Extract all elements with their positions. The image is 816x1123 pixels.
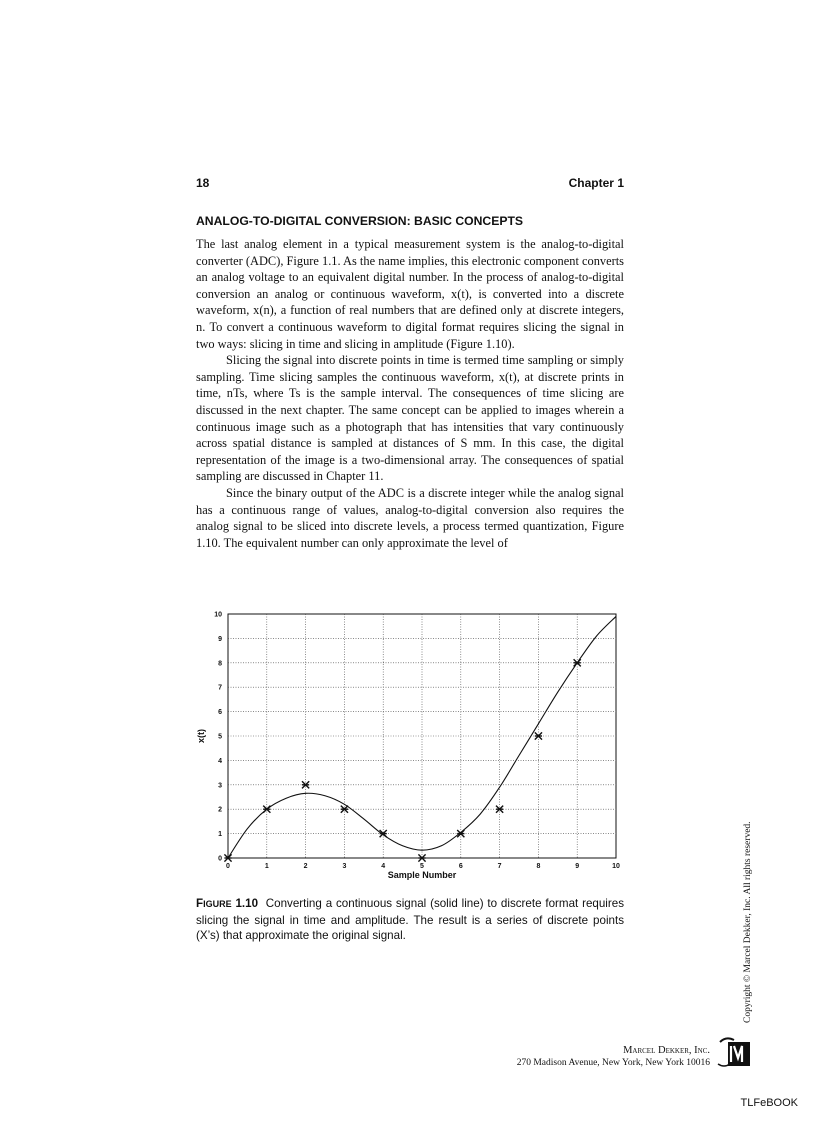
y-tick-label: 3 <box>218 782 222 790</box>
y-tick-label: 4 <box>218 757 222 765</box>
caption-text: Converting a continuous signal (solid line) to discrete format requires slicing the signal in time and amplitude. The result is a series of discrete points (X’s) that approximate the original signal. <box>196 897 624 943</box>
x-tick-label: 3 <box>342 863 347 870</box>
body-text <box>196 236 624 551</box>
x-tick-label: 9 <box>575 863 580 870</box>
y-tick-label: 9 <box>218 635 222 643</box>
x-tick-label: 5 <box>420 863 424 870</box>
x-tick-label: 7 <box>497 863 502 870</box>
copyright-notice: Copyright © Marcel Dekker, Inc. All rights reserved. <box>743 821 753 1023</box>
page-number: 18 <box>196 176 210 190</box>
y-tick-label: 7 <box>218 684 222 692</box>
x-axis-label: Sample Number <box>387 870 457 880</box>
y-tick-label: 5 <box>218 733 222 741</box>
x-tick-label: 4 <box>381 863 386 870</box>
y-tick-label: 8 <box>218 660 222 668</box>
section-title: ANALOG-TO-DIGITAL CONVERSION: BASIC CONCEPTS <box>196 214 524 228</box>
y-tick-label: 0 <box>218 855 222 863</box>
sampling-chart <box>192 606 632 884</box>
sample-point-marker <box>574 659 581 666</box>
x-tick-label: 6 <box>458 863 463 870</box>
publisher-address: 270 Madison Avenue, New York, New York 10016 <box>516 1058 710 1068</box>
paragraph-1: The last analog element in a typical measurement system is the analog-to-digital converter (ADC), Figure 1.1. As the name implies, this electronic component converts an analog voltage to an equivalent digital number. In the process of analog-to-digital conversion an analog or continuous waveform, x(t), is converted into a discrete waveform, x(n), a function of real numbers that are defined only at discrete integers, n. To convert a continuous waveform to digital format requires slicing the signal in two ways: slicing in time and slicing in amplitude (Figure 1.10). <box>196 237 624 351</box>
chapter-label: Chapter 1 <box>568 176 624 190</box>
figure-1-10 <box>192 606 632 884</box>
publisher-logo-icon <box>716 1034 756 1070</box>
y-tick-label: 10 <box>214 611 222 619</box>
publisher-name: Marcel Dekker, Inc. <box>623 1045 710 1056</box>
sample-point-marker <box>535 732 542 739</box>
running-header <box>196 176 624 192</box>
sample-point-marker <box>380 830 387 837</box>
y-tick-label: 2 <box>218 806 222 814</box>
y-tick-label: 1 <box>218 831 222 839</box>
x-tick-label: 0 <box>226 863 230 870</box>
watermark-text: TLFeBOOK <box>740 1097 798 1109</box>
y-tick-label: 6 <box>218 709 222 717</box>
paragraph-3: Since the binary output of the ADC is a discrete integer while the analog signal has a continuous range of values, analog-to-digital conversion also requires the analog signal to be sliced into discrete levels, a process termed quantization, Figure 1.10. The equivalent number can only approximate the level of <box>196 485 624 550</box>
caption-label: FIGURE 1.10 <box>196 897 259 910</box>
x-tick-label: 8 <box>536 863 541 870</box>
sample-point-marker <box>457 830 464 837</box>
y-axis-label: x(t) <box>196 729 206 743</box>
publisher-block <box>470 1045 710 1069</box>
paragraph-2: Slicing the signal into discrete points in time is termed time sampling or simply sampling. Time slicing samples the continuous waveform, x(t), at discrete prints in time, nTs, where Ts is the sample interval. The consequences of time slicing are discussed in the next chapter. The same concept can be applied to images wherein a continuous image such as a photograph that has intensities that vary continuously across spatial distance is sampled at distances of S mm. In this case, the digital representation of the image is a two-dimensional array. The consequences of spatial sampling are discussed in Chapter 11. <box>196 353 624 484</box>
figure-caption <box>196 896 624 944</box>
sample-point-marker <box>418 854 425 861</box>
x-tick-label: 1 <box>264 863 269 870</box>
x-tick-label: 10 <box>612 863 620 870</box>
x-tick-label: 2 <box>303 863 308 870</box>
